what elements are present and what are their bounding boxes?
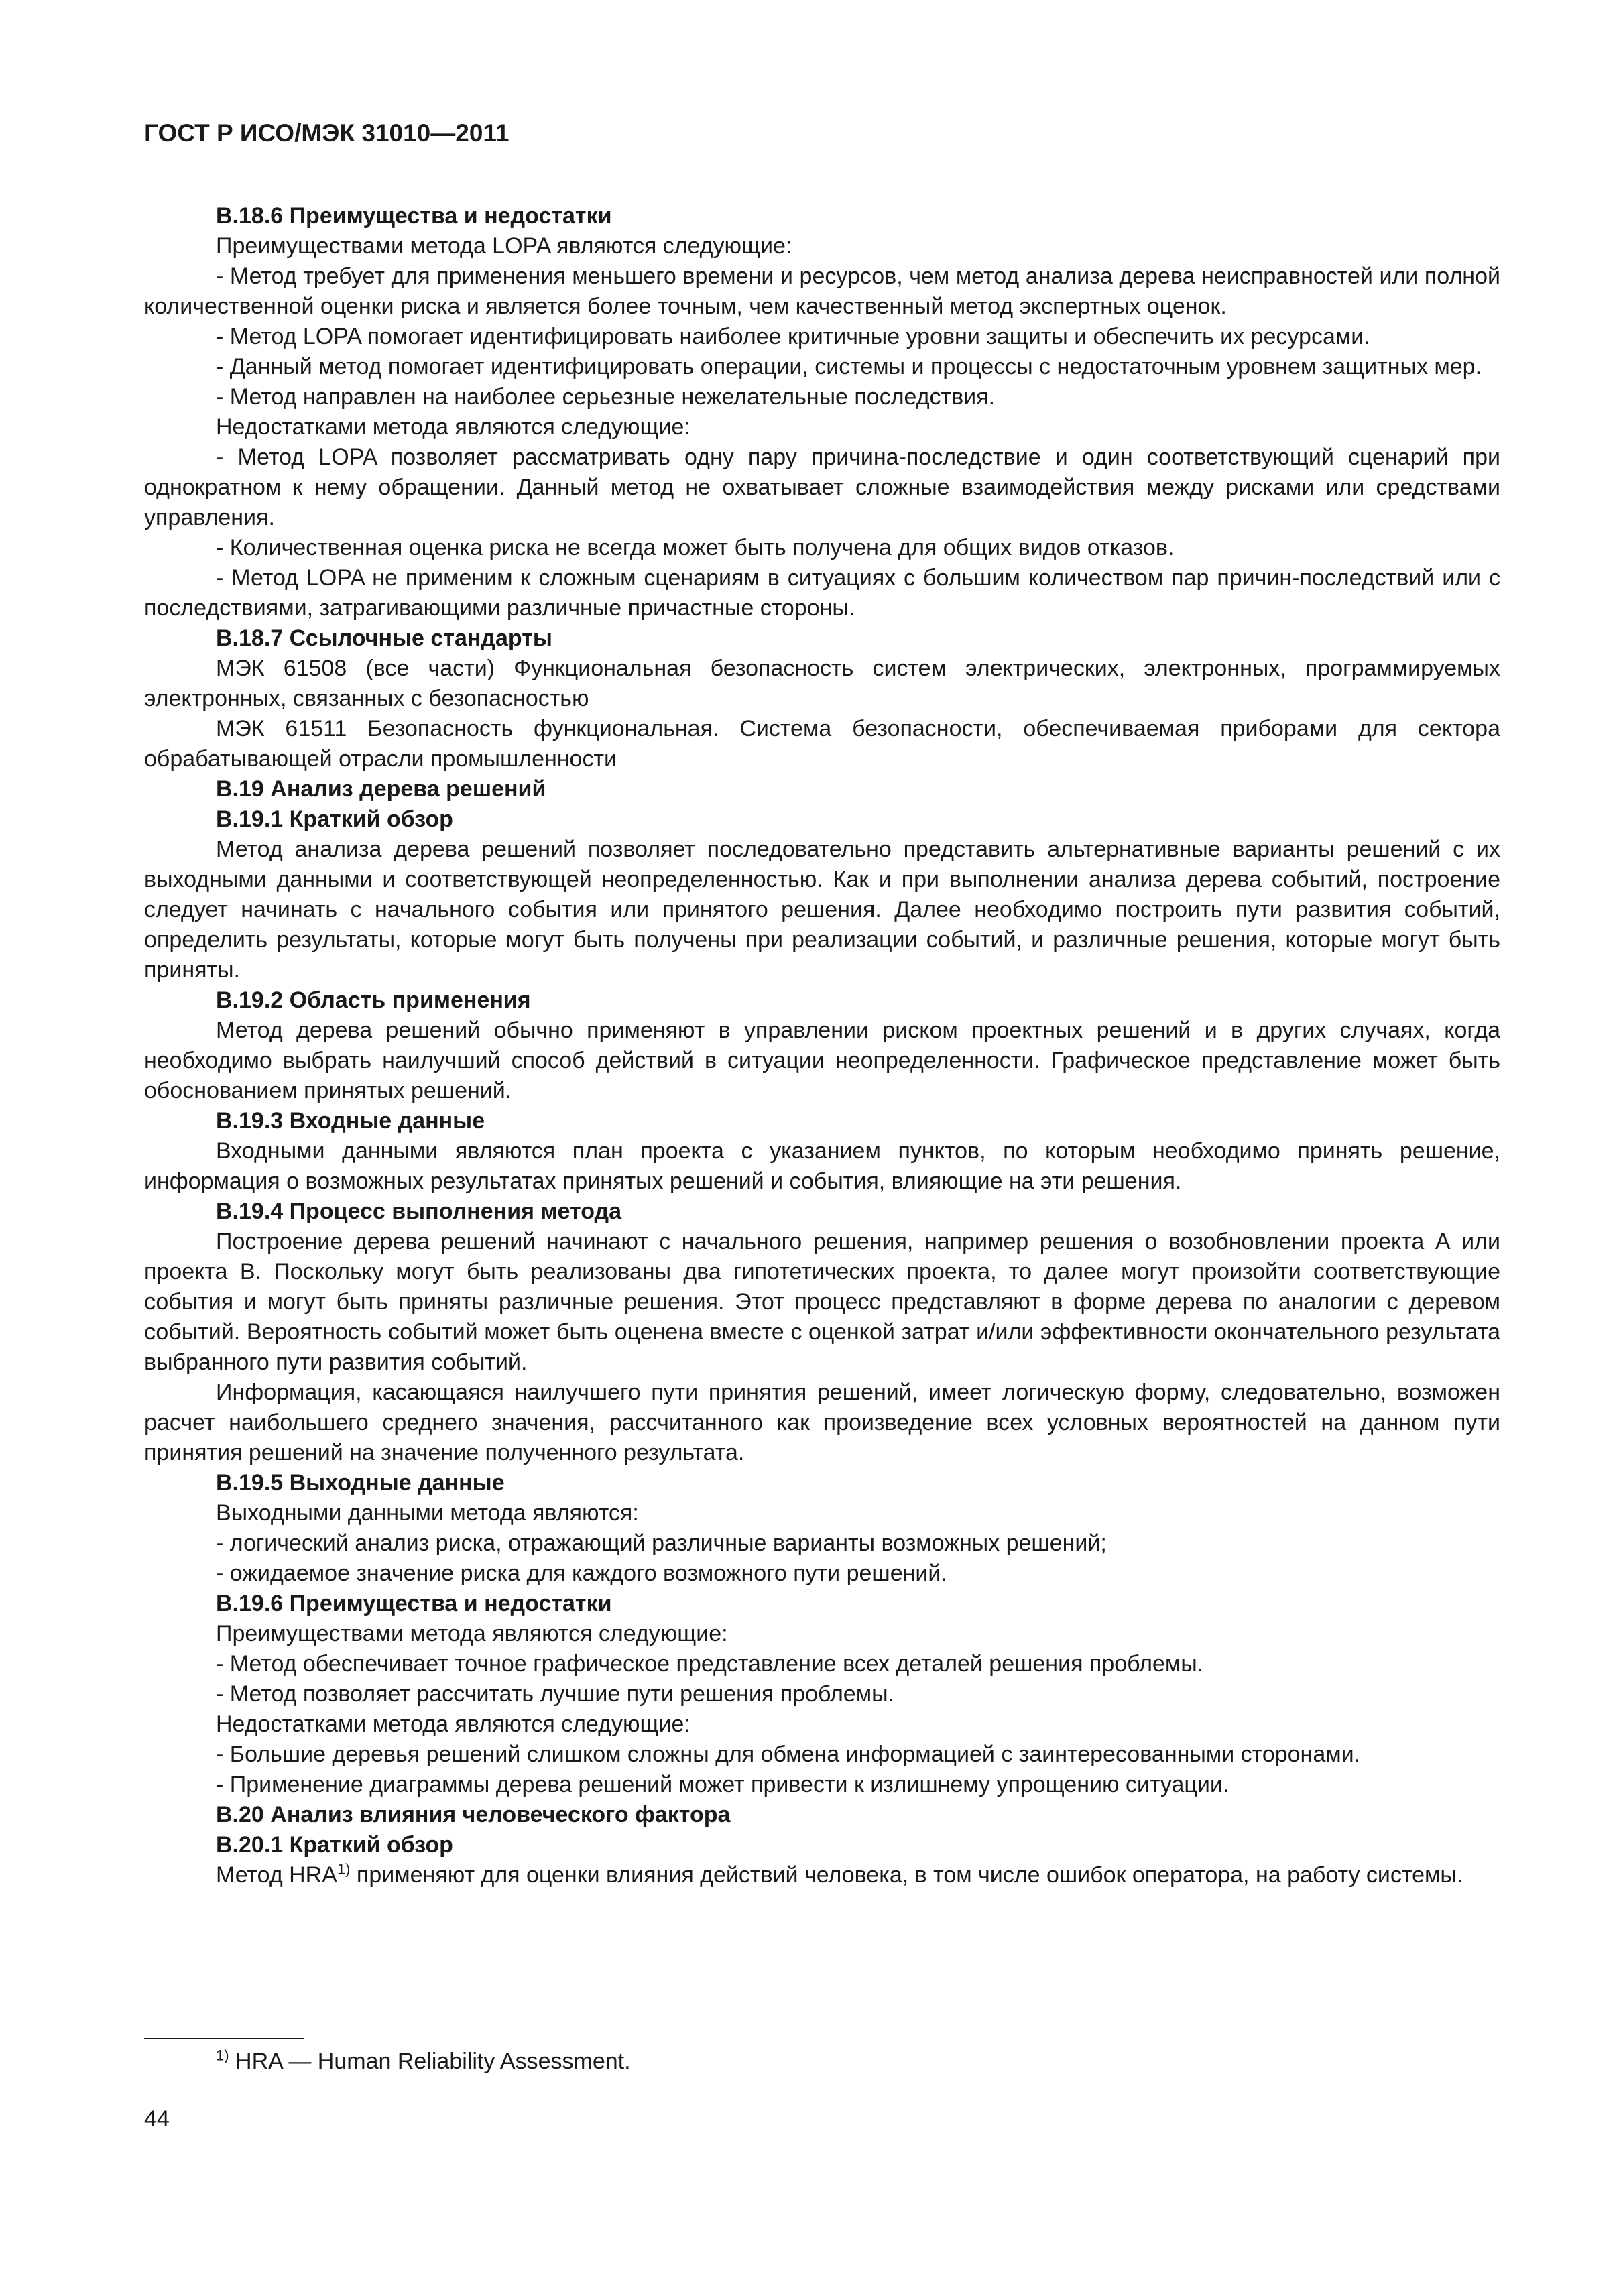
section-heading: B.20 Анализ влияния человеческого фактора [216, 1802, 731, 1827]
section-heading: B.19.6 Преимущества и недостатки [216, 1591, 612, 1616]
footnote-text: HRA — Human Reliability Assessment. [229, 2049, 631, 2074]
section-heading: B.19.1 Краткий обзор [216, 806, 453, 832]
list-item: - Метод LOPA позволяет рассматривать одну пару причина-последствие и один соответствующий сценарий при однократном к нему обращении. Данный метод не охватывает сложные взаимодействия между рисками или средствами управления. [144, 444, 1500, 530]
section-heading: B.19.3 Входные данные [216, 1108, 485, 1134]
list-item: - Метод требует для применения меньшего времени и ресурсов, чем метод анализа дерева неисправностей или полной количественной оценки риска и является более точным, чем качественный метод экспертных оценок. [144, 263, 1500, 319]
section-heading: B.19 Анализ дерева решений [216, 776, 546, 802]
paragraph: Недостатками метода являются следующие: [216, 1711, 690, 1737]
paragraph-text: применяют для оценки влияния действий человека, в том числе ошибок оператора, на работу системы. [350, 1862, 1463, 1888]
paragraph: Метод дерева решений обычно применяют в управлении риском проектных решений и в других случаях, когда необходимо выбрать наилучший способ действий в ситуации неопределенности. Графическое представление может быть обоснованием принятых решений. [144, 1018, 1500, 1103]
list-item: - Применение диаграммы дерева решений может привести к излишнему упрощению ситуации. [216, 1772, 1229, 1797]
document-body [144, 201, 1500, 1890]
footnote-mark: 1) [216, 2047, 229, 2064]
section-heading: B.20.1 Краткий обзор [216, 1832, 453, 1858]
list-item: - Метод позволяет рассчитать лучшие пути решения проблемы. [216, 1681, 894, 1707]
list-item: - Большие деревья решений слишком сложны для обмена информацией с заинтересованными сторонами. [216, 1742, 1361, 1767]
paragraph: Выходными данными метода являются: [216, 1500, 639, 1526]
footnote [216, 2047, 631, 2077]
section-heading: B.18.6 Преимущества и недостатки [216, 203, 612, 229]
paragraph: Метод анализа дерева решений позволяет последовательно представить альтернативные варианты решений с их выходными данными и соответствующей неопределенностью. Как и при выполнении анализа дерева событий, построение следует начинать с начального события или принятого решения. Далее необходимо построить пути развития событий, определить результаты, которые могут быть получены при реализации событий, и различные решения, которые могут быть приняты. [144, 837, 1500, 983]
paragraph: МЭК 61508 (все части) Функциональная безопасность систем электрических, электронных, программируемых электронных, связанных с безопасностью [144, 656, 1500, 711]
list-item: - Метод обеспечивает точное графическое представление всех деталей решения проблемы. [216, 1651, 1204, 1677]
section-heading: B.19.5 Выходные данные [216, 1470, 505, 1496]
list-item: - Метод направлен на наиболее серьезные нежелательные последствия. [216, 384, 996, 410]
paragraph: Недостатками метода являются следующие: [216, 414, 690, 440]
paragraph: Построение дерева решений начинают с начального решения, например решения о возобновлении проекта А или проекта В. Поскольку могут быть реализованы два гипотетических проекта, то далее могут произойти соответствующие события и могут быть приняты различные решения. Этот процесс представляют в форме дерева по аналогии с деревом событий. Вероятность событий может быть оценена вместе с оценкой затрат и/или эффективности окончательного результата выбранного пути развития событий. [144, 1229, 1500, 1375]
list-item: - Метод LOPA помогает идентифицировать наиболее критичные уровни защиты и обеспечить их ресурсами. [216, 324, 1370, 349]
paragraph: Входными данными являются план проекта с указанием пунктов, по которым необходимо принять решение, информация о возможных результатах принятых решений и события, влияющие на эти решения. [144, 1138, 1500, 1194]
paragraph: МЭК 61511 Безопасность функциональная. Система безопасности, обеспечиваемая приборами для сектора обрабатывающей отрасли промышленности [144, 716, 1500, 772]
footnote-divider [144, 2038, 304, 2039]
list-item: - Метод LOPA не применим к сложным сценариям в ситуациях с большим количеством пар причин-последствий или с последствиями, затрагивающими различные причастные стороны. [144, 565, 1500, 621]
list-item: - Количественная оценка риска не всегда может быть получена для общих видов отказов. [216, 535, 1175, 560]
paragraph: Информация, касающаяся наилучшего пути принятия решений, имеет логическую форму, следовательно, возможен расчет наибольшего среднего значения, рассчитанного как произведение всех условных вероятностей на данном пути принятия решений на значение полученного результата. [144, 1380, 1500, 1465]
paragraph-with-footnote [144, 1860, 1500, 1890]
section-heading: B.19.4 Процесс выполнения метода [216, 1199, 622, 1224]
paragraph: Преимуществами метода являются следующие: [216, 1621, 728, 1646]
section-heading: B.19.2 Область применения [216, 987, 531, 1013]
list-item: - ожидаемое значение риска для каждого возможного пути решений. [216, 1561, 947, 1586]
list-item: - Данный метод помогает идентифицировать операции, системы и процессы с недостаточным уровнем защитных мер. [216, 354, 1482, 379]
footnote-reference: 1) [337, 1860, 351, 1878]
list-item: - логический анализ риска, отражающий различные варианты возможных решений; [216, 1530, 1107, 1556]
document-header: ГОСТ Р ИСО/МЭК 31010—2011 [144, 119, 509, 147]
page-number: 44 [144, 2106, 170, 2132]
paragraph: Преимуществами метода LOPA являются следующие: [216, 233, 792, 259]
section-heading: B.18.7 Ссылочные стандарты [216, 625, 552, 651]
paragraph-text: Метод HRA [216, 1862, 337, 1888]
